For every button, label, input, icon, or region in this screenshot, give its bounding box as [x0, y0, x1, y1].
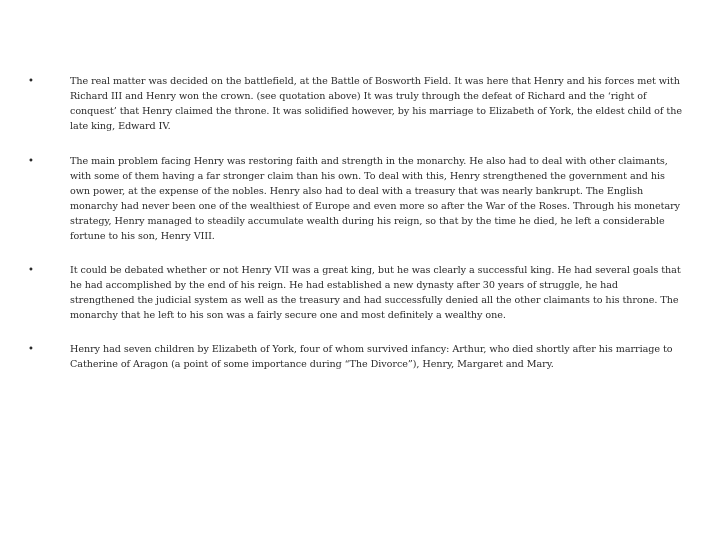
bullet-text: Henry had seven children by Elizabeth of York, four of whom survived infancy: Arthur, who died shortly after his marriage to Catherine of Aragon (a point of some importance during “The Divorce”), Henry, Margaret and Mary. — [70, 344, 673, 370]
bullet-text: The main problem facing Henry was restoring faith and strength in the monarchy. He also had to deal with other claimants, with some of them having a far stronger claim than his own. To deal with this, Henry strengthened the government and his own power, at the expense of the nobles. Henry also had to deal with a treasury that was nearly bankrupt. The English monarchy had never been one of the wealthiest of Europe and even more so after the War of the Roses. Through his monetary strategy, Henry managed to steadily accumulate wealth during his reign, so that by the time he died, he left a considerable fortune to his son, Henry VIII. — [70, 156, 681, 242]
bullet-marker: • — [28, 76, 34, 87]
bullet-item-successful-king — [28, 263, 682, 323]
bullet-text: The real matter was decided on the battlefield, at the Battle of Bosworth Field. It was here that Henry and his forces met with Richard III and Henry won the crown. (see quotation above) It was truly through the defeat of Richard and the ‘right of conquest’ that Henry claimed the throne. It was solidified however, by his marriage to Elizabeth of York, the eldest child of the late king, Edward IV. — [70, 76, 682, 132]
bullet-marker: • — [28, 265, 34, 276]
bullet-item-battle-of-bosworth — [28, 74, 682, 134]
bullet-item-children — [28, 342, 682, 372]
bullet-list — [28, 74, 682, 392]
bullet-text: It could be debated whether or not Henry VII was a great king, but he was clearly a successful king. He had several goals that he had accomplished by the end of his reign. He had established a new dynasty after 30 years of struggle, he had strengthened the judicial system as well as the treasury and had successfully denied all the other claimants to his throne. The monarchy that he left to his son was a fairly secure one and most definitely a wealthy one. — [70, 265, 681, 321]
bullet-item-restoring-monarchy — [28, 154, 682, 244]
bullet-marker: • — [28, 156, 34, 167]
bullet-marker: • — [28, 344, 34, 355]
